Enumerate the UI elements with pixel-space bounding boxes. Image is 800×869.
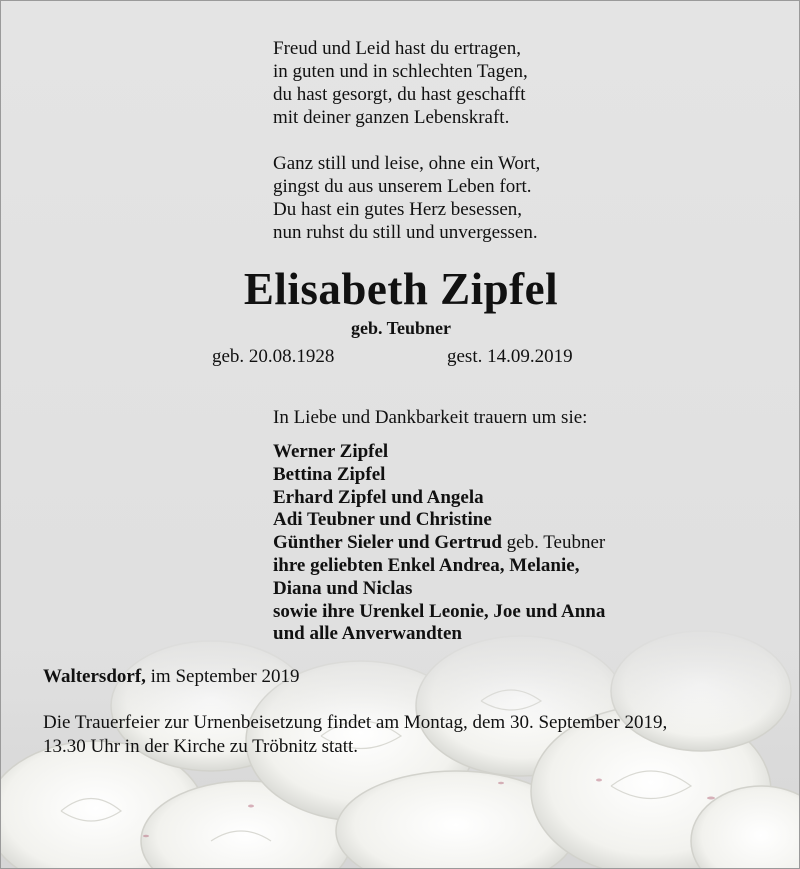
mourner-note: geb. Teubner [501,532,606,554]
mourner-name: ihre geliebten Enkel Andrea, Melanie, [273,554,580,576]
funeral-service-notice [43,711,763,759]
poem-stanza [273,37,540,129]
mourner-line [273,509,605,532]
mourners-list [273,441,605,646]
poem-line: Du hast ein gutes Herz besessen, [273,199,523,220]
town-name: Waltersdorf, [43,666,146,687]
month-year: im September 2019 [145,666,300,687]
mourner-name: und alle Anverwandten [273,623,462,645]
mourner-name: Adi Teubner und Christine [273,509,492,531]
poem-line: Freud und Leid hast du ertragen, [273,38,521,59]
poem-line: in guten und in schlechten Tagen, [273,61,528,82]
mourner-line [273,532,605,555]
poem [273,37,540,244]
service-line: Die Trauerfeier zur Urnenbeisetzung findet am Montag, dem 30. September 2019, [43,712,668,733]
mourner-name: sowie ihre Urenkel Leonie, Joe und Anna [273,600,606,622]
poem-stanza [273,152,540,244]
mourner-line [273,464,605,487]
mourner-name: Werner Zipfel [273,441,389,462]
mourner-line [273,578,605,601]
birth-date: geb. 20.08.1928 [212,346,335,367]
mourner-line [273,601,605,624]
place-date [43,665,299,689]
poem-line: nun ruhst du still und unvergessen. [273,222,538,243]
poem-line: gingst du aus unserem Leben fort. [273,176,532,197]
deceased-name: Elisabeth Zipfel [243,264,559,314]
poem-line: Ganz still und leise, ohne ein Wort, [273,153,541,174]
poem-line: mit deiner ganzen Lebenskraft. [273,107,510,128]
mourner-name: Erhard Zipfel und Angela [273,486,484,508]
mourner-name: Diana und Niclas [273,577,413,599]
mourning-intro: In Liebe und Dankbarkeit trauern um sie: [273,407,588,428]
mourner-name: Bettina Zipfel [273,463,386,485]
death-date: gest. 14.09.2019 [447,346,573,367]
mourner-name: Günther Sieler und Gertrud [273,532,502,554]
mourner-line [273,623,605,646]
mourner-line [273,487,605,510]
mourner-line [273,555,605,578]
poem-line: du hast gesorgt, du hast geschafft [273,84,526,105]
service-line: 13.30 Uhr in der Kirche zu Tröbnitz statt. [43,736,359,757]
mourner-line [273,441,605,464]
maiden-name: geb. Teubner [350,318,452,338]
